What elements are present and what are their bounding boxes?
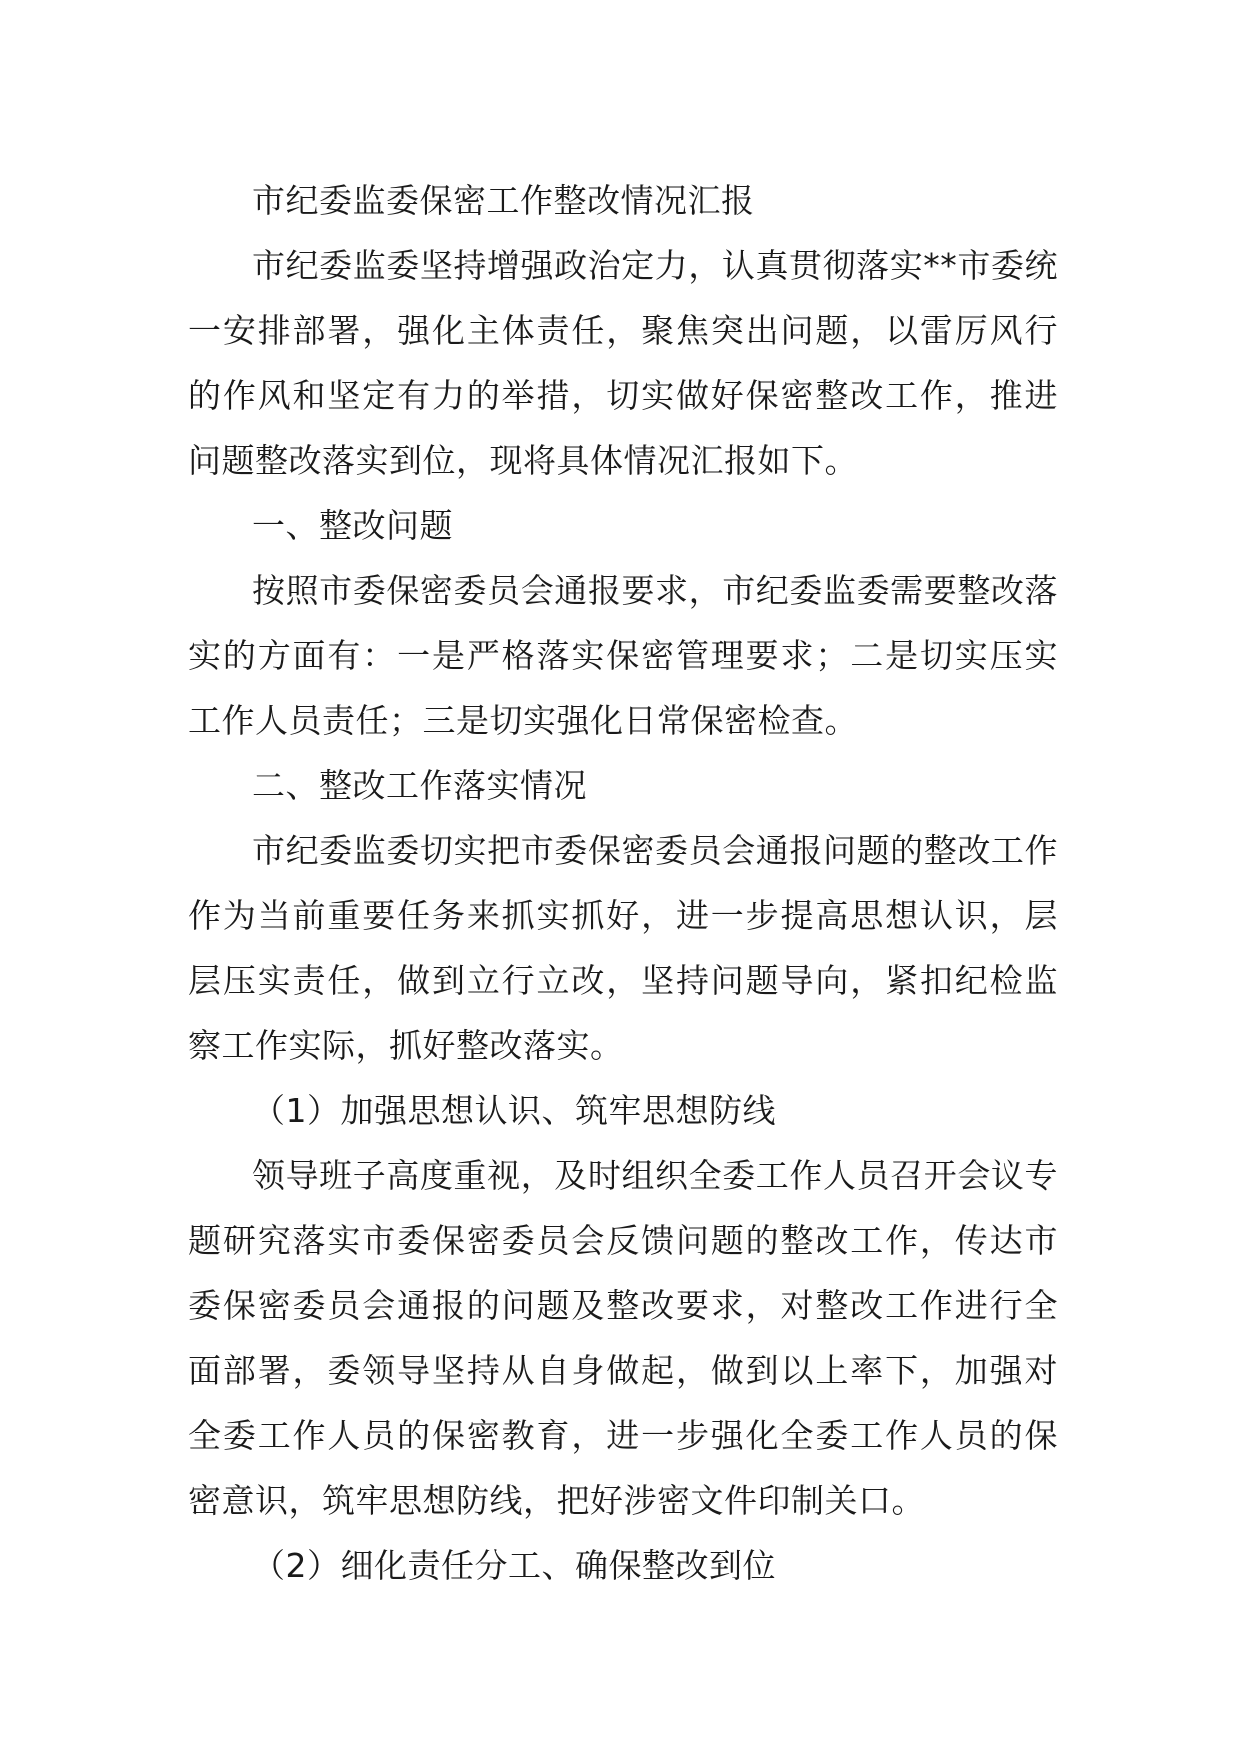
section-2-heading: 二、整改工作落实情况 bbox=[252, 766, 587, 805]
document-body bbox=[188, 168, 1058, 1598]
section-1-heading: 一、整改问题 bbox=[252, 506, 453, 545]
subsection-1-paragraph: 领导班子高度重视，及时组织全委工作人员召开会议专题研究落实市委保密委员会反馈问题的整改工作，传达市委保密委员会通报的问题及整改要求，对整改工作进行全面部署，委领导坚持从自身做起，做到以上率下，加强对全委工作人员的保密教育，进一步强化全委工作人员的保密意识，筑牢思想防线，把好涉密文件印制关口。 bbox=[188, 1156, 1058, 1520]
section-2-paragraph: 市纪委监委切实把市委保密委员会通报问题的整改工作作为当前重要任务来抓实抓好，进一步提高思想认识，层层压实责任，做到立行立改，坚持问题导向，紧扣纪检监察工作实际，抓好整改落实。 bbox=[188, 831, 1058, 1065]
section-1-paragraph: 按照市委保密委员会通报要求，市纪委监委需要整改落实的方面有：一是严格落实保密管理要求；二是切实压实工作人员责任；三是切实强化日常保密检查。 bbox=[188, 571, 1058, 740]
document-title: 市纪委监委保密工作整改情况汇报 bbox=[252, 181, 755, 220]
intro-paragraph: 市纪委监委坚持增强政治定力，认真贯彻落实**市委统一安排部署，强化主体责任，聚焦突出问题，以雷厉风行的作风和坚定有力的举措，切实做好保密整改工作，推进问题整改落实到位，现将具体情况汇报如下。 bbox=[188, 246, 1058, 480]
subsection-2-heading: （2）细化责任分工、确保整改到位 bbox=[252, 1546, 776, 1585]
subsection-1-heading: （1）加强思想认识、筑牢思想防线 bbox=[252, 1091, 776, 1130]
